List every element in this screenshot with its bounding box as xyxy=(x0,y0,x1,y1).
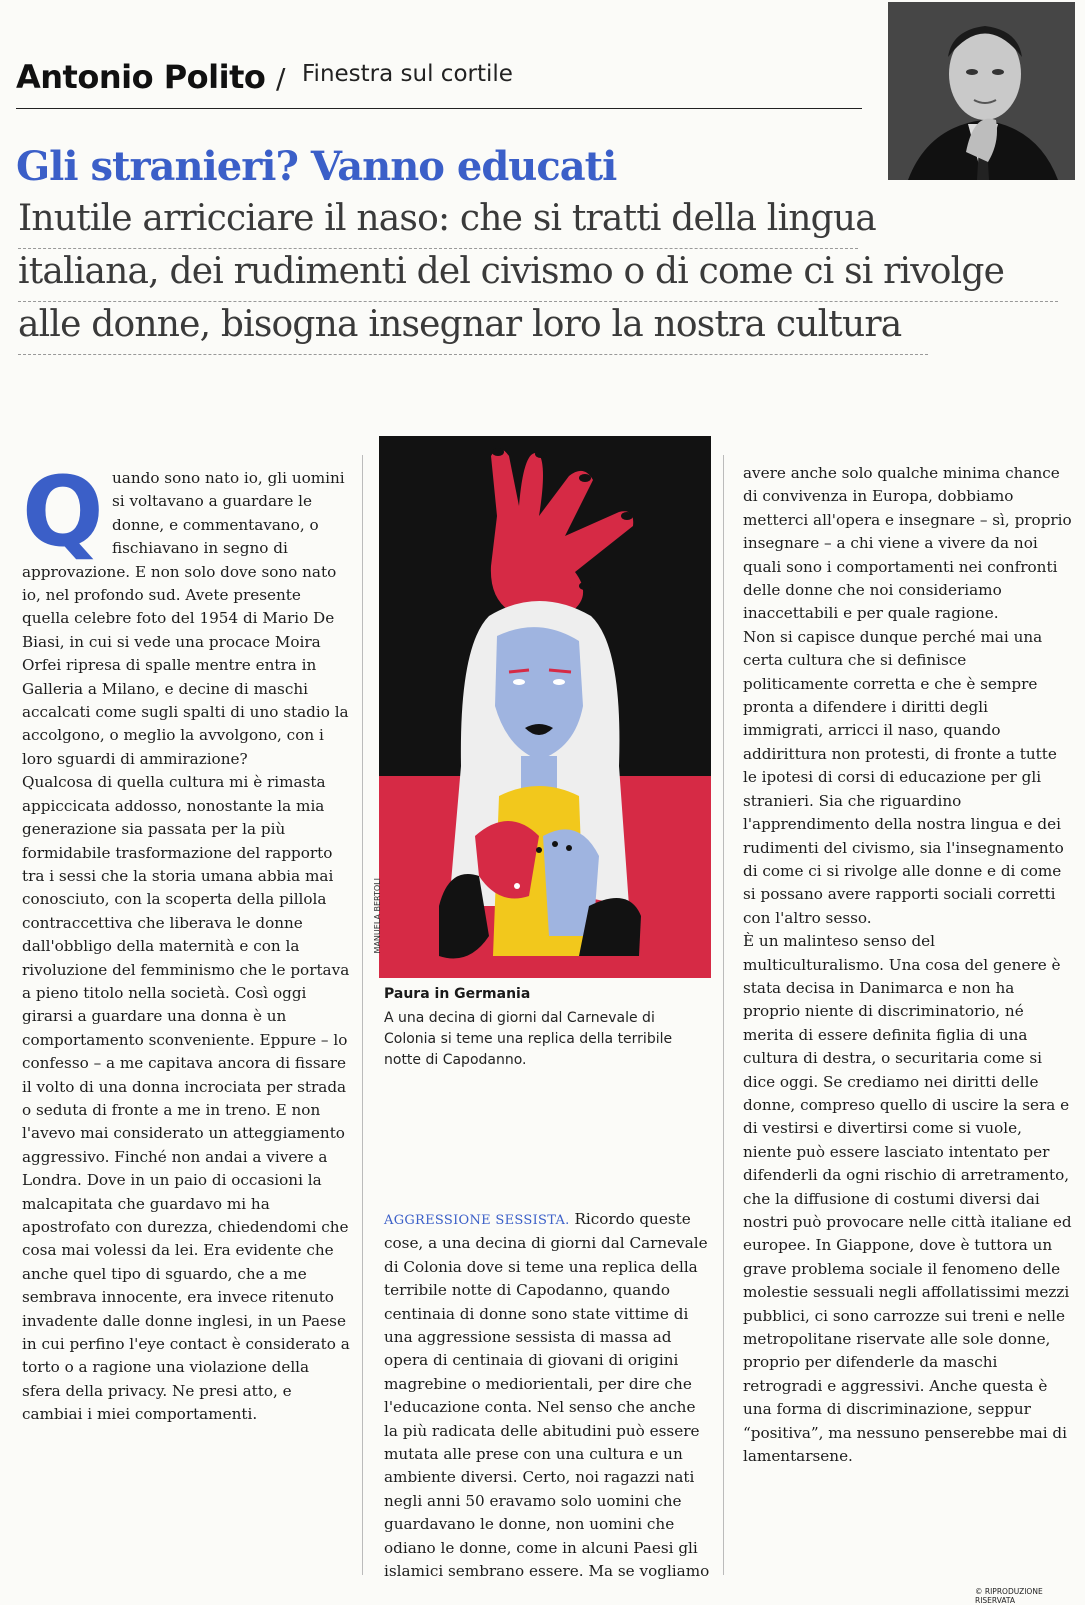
author-name: Antonio Polito xyxy=(16,58,266,96)
paragraph-text: Ricordo queste cose, a una decina di giorni dal Carnevale di Colonia dove si teme una replica della terribile notte di Capodanno, quando centinaia di donne sono state vittime di una aggressione sessista di massa ad opera di centinaia di giovani di origini magrebine o mediorientali, per dire che l'educazione conta. Nel senso che anche la più radicata delle abitudini può essere mutata alle prese con una cultura e un ambiente diversi. Certo, noi ragazzi nati negli anni 50 eravamo solo uomini che guardavano le donne, non uomini che odiano le donne, come in alcuni Paesi gli islamici sembrano essere. Ma se vogliamo xyxy=(384,1210,710,1581)
deck-line: italiana, dei rudimenti del civismo o di come ci si rivolge xyxy=(18,249,1058,302)
copyright-notice: © RIPRODUZIONE RISERVATA xyxy=(975,1587,1043,1605)
illustration-credit: MANUELA BERTOLI xyxy=(373,878,382,954)
header-separator: / xyxy=(276,62,286,95)
caption-text: A una decina di giorni dal Carnevale di Colonia si teme una replica della terribile notte di Capodanno. xyxy=(384,1010,673,1068)
deck-line: Inutile arricciare il naso: che si tratti della lingua xyxy=(18,196,858,249)
author-photo xyxy=(888,2,1075,180)
article-column-1 xyxy=(22,456,352,1427)
paragraph: È un malinteso senso del multiculturalismo. Una cosa del genere è stata decisa in Danimarca e non ha proprio niente di discriminatorio, né merita di essere definita figlia di una cultura di destra, o securitaria come si dice oggi. Se crediamo nei diritti delle donne, compreso quello di uscire la sera e di vestirsi e divertirsi come si vuole, niente può essere lasciato intentato per difenderli da ogni rischio di arretramento, che la diffusione di costumi diversi dai nostri può provocare nelle città italiane ed europee. In Giappone, dove è tuttora un grave problema sociale il fenomeno delle molestie sessuali negli affollatissimi mezzi pubblici, ci sono carrozze sui treni e nelle metropolitane riservate alle sole donne, proprio per difenderle da maschi retrogradi e aggressivi. Anche questa è una forma di discriminazione, seppur “positiva”, ma nessuno penserebbe mai di lamentarsene. xyxy=(743,932,1072,1466)
paragraph: avere anche solo qualche minima chance di convivenza in Europa, dobbiamo metterci all'opera e insegnare – sì, proprio insegnare – a chi viene a vivere da noi quali sono i comportamenti nei confronti delle donne che noi consideriamo inaccettabili e per quale ragione. xyxy=(743,464,1072,623)
headline: Gli stranieri? Vanno educati xyxy=(16,143,617,190)
header-rule xyxy=(16,108,862,109)
paragraph: uando sono nato io, gli uomini si voltavano a guardare le donne, e commentavano, o fischiavano in segno di approvazione. E non solo dove sono nato io, nel profondo sud. Avete presente quella celebre foto del 1954 di Mario De Biasi, in cui si vede una procace Moira Orfei ripresa di spalle mentre entra in Galleria a Milano, e decine di maschi accalcati come sugli spalti di uno stadio la accolgono, o meglio la avvolgono, con i loro sguardi di ammirazione? xyxy=(22,469,349,768)
column-divider xyxy=(723,455,724,1575)
column-rubric: Finestra sul cortile xyxy=(302,61,513,87)
section-kicker: AGGRESSIONE SESSISTA. xyxy=(384,1213,570,1228)
article-column-2 xyxy=(384,1208,714,1584)
illustration xyxy=(379,436,711,978)
drop-cap: Q xyxy=(22,456,104,568)
deck xyxy=(18,196,1058,355)
paragraph: Non si capisce dunque perché mai una certa cultura che si definisce politicamente corretta e che è sempre pronta a difendere i diritti degli immigrati, arricci il naso, quando addirittura non protesti, di fronte a tutte le ipotesi di corsi di educazione per gli stranieri. Sia che riguardino l'apprendimento della nostra lingua e dei rudimenti del civismo, sia l'insegnamento di come ci si rivolge alle donne e di come si possano avere rapporti sociali corretti con l'altro sesso. xyxy=(743,627,1064,927)
paragraph: Qualcosa di quella cultura mi è rimasta appiccicata addosso, nonostante la mia generazione sia passata per la più formidabile trasformazione del rapporto tra i sessi che la storia umana abbia mai conosciuto, con la scoperta della pillola contraccettiva che liberava le donne dall'obbligo della maternità e con la rivoluzione del femminismo che le portava a pieno titolo nella società. Così oggi girarsi a guardare una donna è un comportamento sconveniente. Eppure – lo confesso – a me capitava ancora di fissare il volto di una donna incrociata per strada o seduta di fronte a me in treno. E non l'avevo mai considerato un atteggiamento aggressivo. Finché non andai a vivere a Londra. Dove in un paio di occasioni la malcapitata che guardavo mi ha apostrofato con durezza, chiedendomi che cosa mai volessi da lei. Era evidente che anche quel tipo di sguardo, che a me sembrava innocente, era invece ritenuto invadente dalle donne inglesi, in un Paese in cui perfino l'eye contact è considerato a torto o a ragione una violazione della sfera della privacy. Ne presi atto, e cambiai i miei comportamenti. xyxy=(22,773,350,1424)
column-divider xyxy=(362,455,363,1575)
deck-line: alle donne, bisogna insegnar loro la nostra cultura xyxy=(18,302,928,355)
paragraph xyxy=(384,1208,714,1584)
article-column-3 xyxy=(743,462,1073,1468)
caption-title: Paura in Germania xyxy=(384,986,531,1002)
